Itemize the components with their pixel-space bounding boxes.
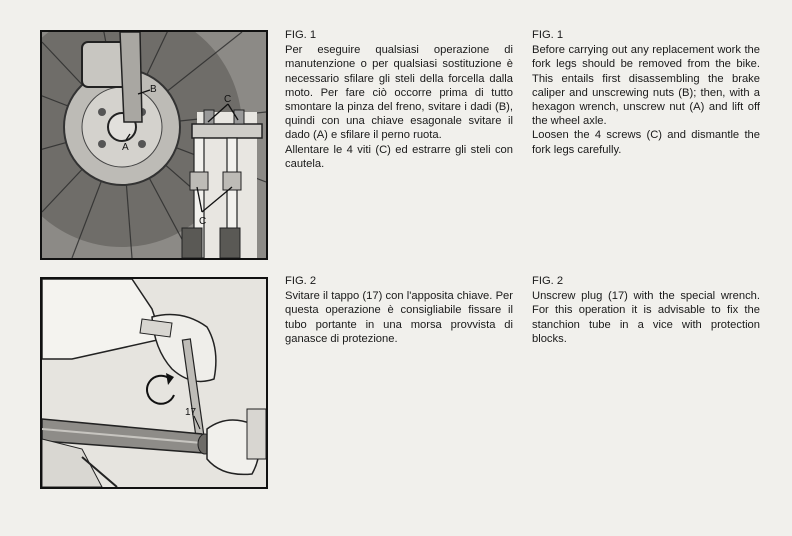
fig1-english-text [532, 28, 760, 157]
label-c-top: C [224, 94, 232, 105]
fig1-photo [40, 30, 268, 260]
fig2-english-text [532, 274, 760, 346]
fig1-english-heading: FIG. 1 [532, 29, 564, 41]
fig2-english-heading: FIG. 2 [532, 275, 564, 287]
fig1-english-paragraph-1: Before carrying out any replacement work the fork legs should be removed from the bike. This entails first disassembling the brake caliper and unscrewing nuts (B); then, with a hexagon wrench, unscrew nut (A) and lift off the wheel axle. [532, 44, 760, 128]
fig2-photo [40, 277, 268, 489]
fig2-italian-paragraph-1: Svitare il tappo (17) con l'apposita chiave. Per questa operazione è consigliabile fissare il tubo portante in una morsa provvista di ganasce di protezione. [285, 290, 513, 345]
label-a: A [122, 142, 129, 153]
fig1-italian-text [285, 28, 513, 171]
fig2-italian-text [285, 274, 513, 346]
fig1-italian-paragraph-1: Per eseguire qualsiasi operazione di manutenzione o per qualsiasi sostituzione è necessario sfilare gli steli della forcella dalla moto. Per fare ciò occorre prima di tutto smontare la pinza del freno, svitare i dadi (B), quindi con una chiave esagonale svitare il dado (A) e sfilare il perno ruota. [285, 44, 513, 142]
fig1-italian-heading: FIG. 1 [285, 29, 317, 41]
plug-unscrew-illustration [42, 279, 266, 487]
fork-disassembly-illustration [42, 32, 266, 258]
label-c-bottom: C [199, 216, 207, 227]
fig1-italian-paragraph-2: Allentare le 4 viti (C) ed estrarre gli steli con cautela. [285, 143, 513, 170]
fig1-english-paragraph-2: Loosen the 4 screws (C) and dismantle the fork legs carefully. [532, 129, 760, 156]
fig2-english-paragraph-1: Unscrew plug (17) with the special wrench. For this operation it is advisable to fix the stanchion tube in a vice with protection blocks. [532, 290, 760, 345]
label-17: 17 [185, 407, 197, 418]
label-b: B [150, 84, 157, 95]
fig2-italian-heading: FIG. 2 [285, 275, 317, 287]
